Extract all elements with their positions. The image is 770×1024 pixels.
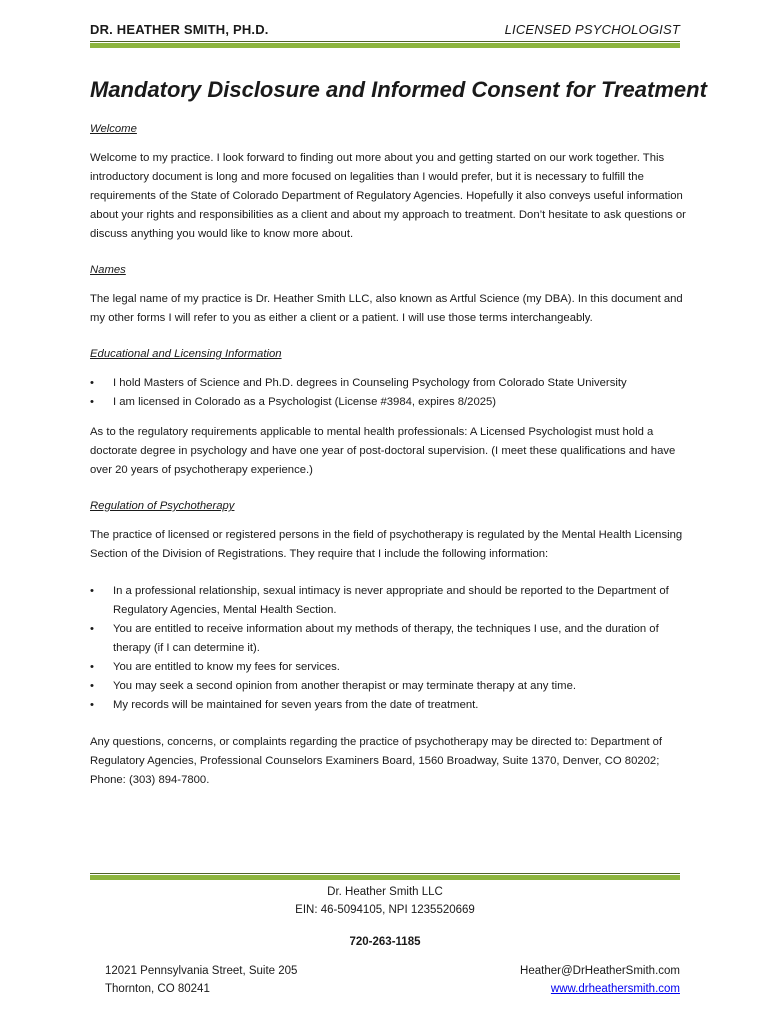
document-body: [90, 120, 690, 801]
bullet-icon: •: [90, 396, 94, 408]
education-paragraph: As to the regulatory requirements applicable to mental health professionals: A Licensed Psychologist must hold a doctorate degree in psychology and have one year of post-doctoral supervision. (I meet these qualifications and have over 20 years of psychotherapy experience.): [90, 426, 676, 476]
bullet-icon: •: [90, 377, 94, 389]
list-item: • I am licensed in Colorado as a Psychologist (License #3984, expires 8/2025): [90, 393, 690, 412]
list-item: • You are entitled to receive information about my methods of therapy, the techniques I use, and the duration of therapy (if I can determine it).: [90, 620, 690, 658]
footer-rule-thin: [90, 873, 680, 874]
regulation-paragraph: The practice of licensed or registered persons in the field of psychotherapy is regulated by the Mental Health Licensing Section of the Division of Registrations. They require that I include the following information:: [90, 529, 683, 560]
bullet-icon: •: [90, 623, 94, 635]
footer-rule-thick: [90, 875, 680, 880]
footer-address-line2: Thornton, CO 80241: [105, 983, 210, 995]
section-heading-names: Names: [90, 264, 126, 276]
header-rule-thin: [90, 41, 680, 42]
section-heading-welcome: Welcome: [90, 123, 137, 135]
bullet-icon: •: [90, 585, 94, 597]
footer-email: Heather@DrHeatherSmith.com: [520, 965, 680, 977]
header-rule-thick: [90, 43, 680, 48]
list-item: • My records will be maintained for seven years from the date of treatment.: [90, 696, 690, 715]
page-footer: [0, 883, 770, 995]
education-list: [90, 374, 690, 412]
footer-phone: 720-263-1185: [349, 936, 421, 948]
list-item: • In a professional relationship, sexual intimacy is never appropriate and should be reported to the Department of Regulatory Agencies, Mental Health Section.: [90, 582, 690, 620]
footer-contact: [520, 962, 680, 998]
list-item: • I hold Masters of Science and Ph.D. degrees in Counseling Psychology from Colorado State University: [90, 374, 690, 393]
list-item: • You may seek a second opinion from another therapist or may terminate therapy at any time.: [90, 677, 690, 696]
footer-address-line1: 12021 Pennsylvania Street, Suite 205: [105, 965, 298, 977]
list-item: • You are entitled to know my fees for services.: [90, 658, 690, 677]
complaints-paragraph: Any questions, concerns, or complaints regarding the practice of psychotherapy may be directed to: Department of Regulatory Agencies, Professional Counselors Examiners Board, 1560 Broadway, Suite 1370, Denver, CO 80202; Phone: (303) 894-7800.: [90, 736, 663, 786]
footer-website-link[interactable]: www.drheathersmith.com: [550, 983, 680, 995]
bullet-icon: •: [90, 680, 94, 692]
header-author: DR. HEATHER SMITH, PH.D.: [90, 22, 269, 37]
footer-address: [105, 962, 297, 998]
section-heading-education: Educational and Licensing Information: [90, 348, 282, 360]
header-title: LICENSED PSYCHOLOGIST: [504, 22, 680, 37]
regulation-list: [90, 582, 690, 715]
bullet-icon: •: [90, 699, 94, 711]
document-title: Mandatory Disclosure and Informed Consent for Treatment: [90, 77, 707, 102]
welcome-paragraph: Welcome to my practice. I look forward to finding out more about you and getting started on our work together. This introductory document is long and more focused on legalities than I would prefer, but it is necessary to fulfill the requirements of the State of Colorado Department of Regulatory Agencies. Hopefully it also conveys useful information about your rights and responsibilities as a client and about my approach to treatment. Don’t hesitate to ask questions or discuss anything you would like to know more about.: [90, 152, 686, 240]
names-paragraph: The legal name of my practice is Dr. Heather Smith LLC, also known as Artful Science (my DBA). In this document and my other forms I will refer to you as either a client or a patient. I will use those terms interchangeably.: [90, 293, 683, 324]
footer-company: Dr. Heather Smith LLC: [327, 886, 443, 898]
footer-ids: EIN: 46-5094105, NPI 1235520669: [295, 904, 475, 916]
section-heading-regulation: Regulation of Psychotherapy: [90, 500, 235, 512]
bullet-icon: •: [90, 661, 94, 673]
page-header: [90, 20, 680, 42]
